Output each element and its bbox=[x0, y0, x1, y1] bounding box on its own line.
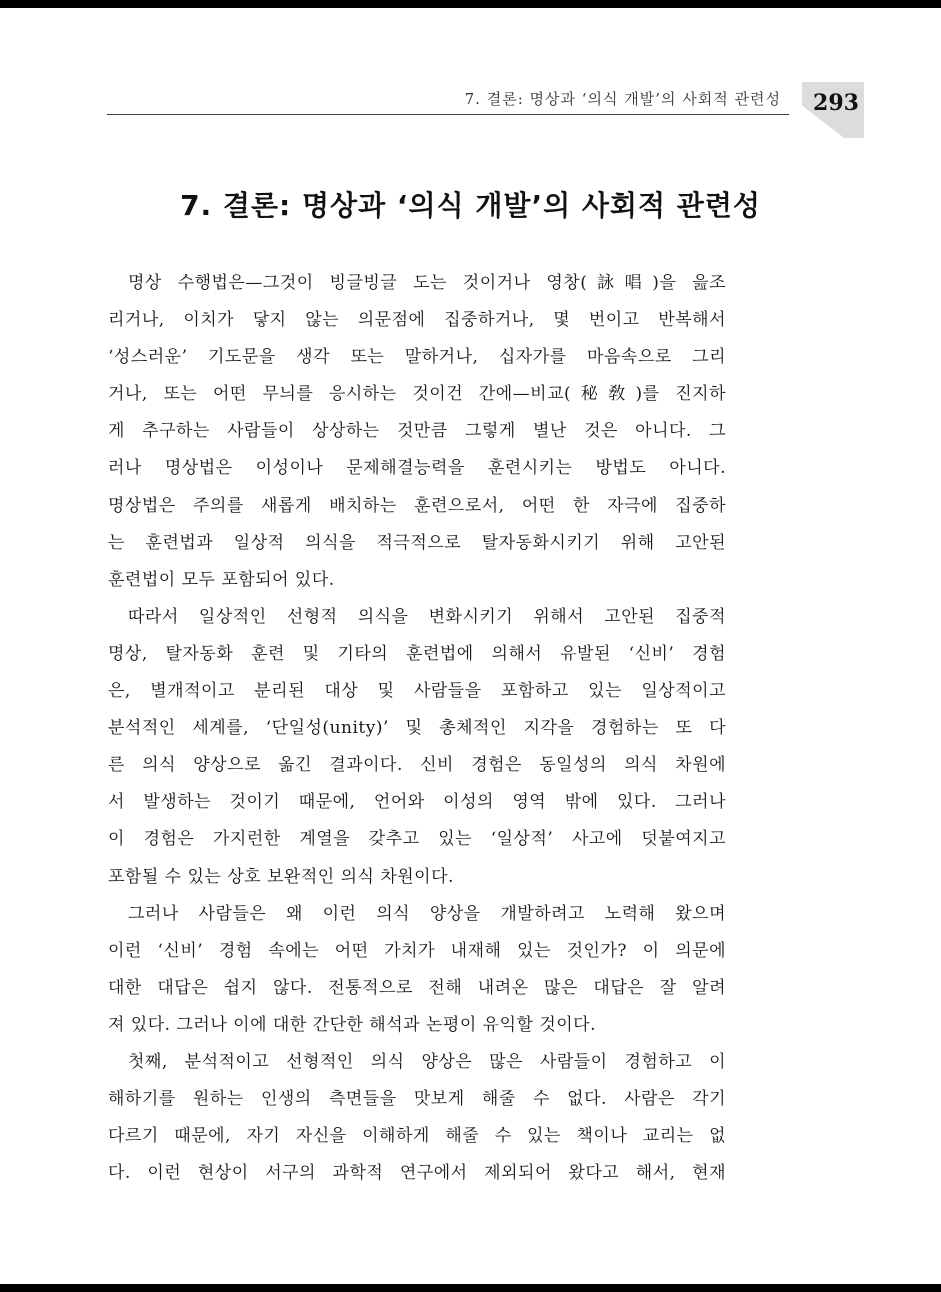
paragraph-2-line-3: 은, 별개적이고 분리된 대상 및 사람들을 포함하고 있는 일상적이고 bbox=[108, 681, 726, 702]
paragraph-1-line-2: 리거나, 이치가 닿지 않는 의문점에 집중하거나, 몇 번이고 반복해서 bbox=[108, 310, 726, 331]
page-number: 293 bbox=[813, 90, 859, 116]
paragraph-3-line-1: 그러나 사람들은 왜 이런 의식 양상을 개발하려고 노력해 왔으며 bbox=[128, 903, 726, 924]
top-border-band bbox=[0, 0, 941, 8]
paragraph-4-line-2: 해하기를 원하는 인생의 측면들을 맛보게 해줄 수 없다. 사람은 각기 bbox=[108, 1089, 726, 1110]
paragraph-3-line-4: 져 있다. 그러나 이에 대한 간단한 해석과 논평이 유익할 것이다. bbox=[108, 1014, 596, 1035]
paragraph-4-line-1: 첫째, 분석적이고 선형적인 의식 양상은 많은 사람들이 경험하고 이 bbox=[128, 1051, 726, 1072]
paragraph-1-line-8: 는 훈련법과 일상적 의식을 적극적으로 탈자동화시키기 위해 고안된 bbox=[108, 532, 726, 553]
paragraph-3-line-3: 대한 대답은 쉽지 않다. 전통적으로 전해 내려온 많은 대답은 잘 알려 bbox=[108, 977, 726, 998]
paragraph-2-line-6: 서 발생하는 것이기 때문에, 언어와 이성의 영역 밖에 있다. 그러나 bbox=[108, 792, 726, 813]
paragraph-2-line-1: 따라서 일상적인 선형적 의식을 변화시키기 위해서 고안된 집중적 bbox=[128, 606, 726, 627]
paragraph-1-line-3: ‘성스러운’ 기도문을 생각 또는 말하거나, 십자가를 마음속으로 그리 bbox=[108, 347, 726, 368]
chapter-title: 7. 결론: 명상과 ‘의식 개발’의 사회적 관련성 bbox=[180, 189, 761, 222]
paragraph-1-line-7: 명상법은 주의를 새롭게 배치하는 훈련으로서, 어떤 한 자극에 집중하 bbox=[108, 495, 726, 516]
running-header bbox=[107, 88, 789, 115]
paragraph-1-line-5: 게 추구하는 사람들이 상상하는 것만큼 그렇게 별난 것은 아니다. 그 bbox=[108, 421, 726, 442]
running-header-title: 7. 결론: 명상과 ‘의식 개발’의 사회적 관련성 bbox=[464, 90, 781, 108]
body-text bbox=[108, 265, 726, 1192]
paragraph-4-line-4: 다. 이런 현상이 서구의 과학적 연구에서 제외되어 왔다고 해서, 현재 bbox=[108, 1163, 726, 1184]
paragraph-1-line-9: 훈련법이 모두 포함되어 있다. bbox=[108, 569, 335, 590]
bottom-border-band bbox=[0, 1284, 941, 1292]
paragraph-1-line-4: 거나, 또는 어떤 무늬를 응시하는 것이건 간에—비교(秘敎)를 진지하 bbox=[108, 384, 726, 405]
paragraph-2-line-4: 분석적인 세계를, ‘단일성(unity)’ 및 총체적인 지각을 경험하는 또 다 bbox=[108, 718, 726, 739]
paragraph-4-line-3: 다르기 때문에, 자기 자신을 이해하게 해줄 수 있는 책이나 교리는 없 bbox=[108, 1126, 726, 1147]
paragraph-2-line-2: 명상, 탈자동화 훈련 및 기타의 훈련법에 의해서 유발된 ‘신비’ 경험 bbox=[108, 643, 726, 664]
paragraph-2-line-5: 른 의식 양상으로 옮긴 결과이다. 신비 경험은 동일성의 의식 차원에 bbox=[108, 755, 726, 776]
paragraph-2-line-8: 포함될 수 있는 상호 보완적인 의식 차원이다. bbox=[108, 866, 454, 887]
paragraph-3-line-2: 이런 ‘신비’ 경험 속에는 어떤 가치가 내재해 있는 것인가? 이 의문에 bbox=[108, 940, 726, 961]
paragraph-1-line-6: 러나 명상법은 이성이나 문제해결능력을 훈련시키는 방법도 아니다. bbox=[108, 458, 726, 479]
paragraph-2-line-7: 이 경험은 가지런한 계열을 갖추고 있는 ‘일상적’ 사고에 덧붙여지고 bbox=[108, 829, 726, 850]
paragraph-1-line-1: 명상 수행법은—그것이 빙글빙글 도는 것이거나 영창(詠唱)을 읊조 bbox=[128, 273, 726, 293]
